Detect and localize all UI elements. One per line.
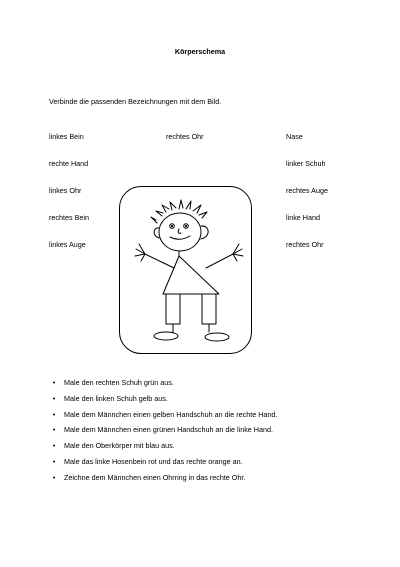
task-text: Male den linken Schuh gelb aus. xyxy=(64,393,168,403)
bullet-icon: • xyxy=(52,441,56,451)
list-item xyxy=(52,470,277,486)
task-text: Male dem Männchen einen gelben Handschuh an die rechte Hand. xyxy=(64,409,278,419)
bullet-icon: • xyxy=(52,425,56,435)
nose-icon xyxy=(178,229,181,233)
left-arm-icon xyxy=(145,254,174,268)
right-arm-icon xyxy=(206,254,233,268)
task-list xyxy=(50,375,277,486)
left-trouser-leg-icon xyxy=(166,294,180,324)
list-item xyxy=(52,407,278,423)
right-shoe-icon xyxy=(205,333,229,341)
bullet-icon: • xyxy=(52,409,56,419)
label-left-1: linkes Bein xyxy=(49,132,84,141)
mouth-icon xyxy=(170,236,190,239)
list-item xyxy=(52,391,277,407)
task-text: Male den Oberkörper mit blau aus. xyxy=(64,441,175,451)
label-left-2: rechte Hand xyxy=(49,159,89,168)
label-right-2: linker Schuh xyxy=(286,159,326,168)
hair-icon xyxy=(151,200,207,223)
task-text: Male das linke Hosenbein rot und das rechte orange an. xyxy=(64,456,243,466)
label-middle-1: rechtes Ohr xyxy=(166,132,204,141)
label-left-5: linkes Auge xyxy=(49,240,86,249)
label-right-3: rechtes Auge xyxy=(286,186,328,195)
bullet-icon: • xyxy=(52,378,56,387)
right-ear-icon xyxy=(201,226,208,239)
task-text: Male dem Männchen einen grünen Handschuh an die linke Hand. xyxy=(64,425,273,435)
label-right-1: Nase xyxy=(286,132,303,141)
label-right-4: linke Hand xyxy=(286,213,320,222)
list-item xyxy=(52,375,277,391)
bullet-icon: • xyxy=(52,456,56,466)
left-hand-icon xyxy=(135,244,145,261)
worksheet-title: Körperschema xyxy=(174,47,226,56)
label-left-4: rechtes Bein xyxy=(49,213,89,222)
bullet-icon: • xyxy=(52,393,56,403)
list-item xyxy=(52,422,277,438)
right-hand-icon xyxy=(233,244,243,261)
label-right-5: rechtes Ohr xyxy=(286,240,324,249)
bullet-icon: • xyxy=(52,472,56,482)
list-item xyxy=(52,454,277,470)
instruction-text: Verbinde die passenden Bezeichnungen mit dem Bild. xyxy=(49,97,222,106)
stick-figure-boy-icon xyxy=(119,186,252,354)
left-ear-icon xyxy=(154,228,159,238)
left-shoe-icon xyxy=(154,332,178,340)
list-item xyxy=(52,438,277,454)
right-trouser-leg-icon xyxy=(202,294,216,324)
torso-icon xyxy=(163,256,219,294)
task-text: Male den rechten Schuh grün aus. xyxy=(64,378,174,387)
head-icon xyxy=(159,213,201,251)
label-left-3: linkes Ohr xyxy=(49,186,82,195)
task-text: Zeichne dem Männchen einen Ohrring in das rechte Ohr. xyxy=(64,472,246,482)
